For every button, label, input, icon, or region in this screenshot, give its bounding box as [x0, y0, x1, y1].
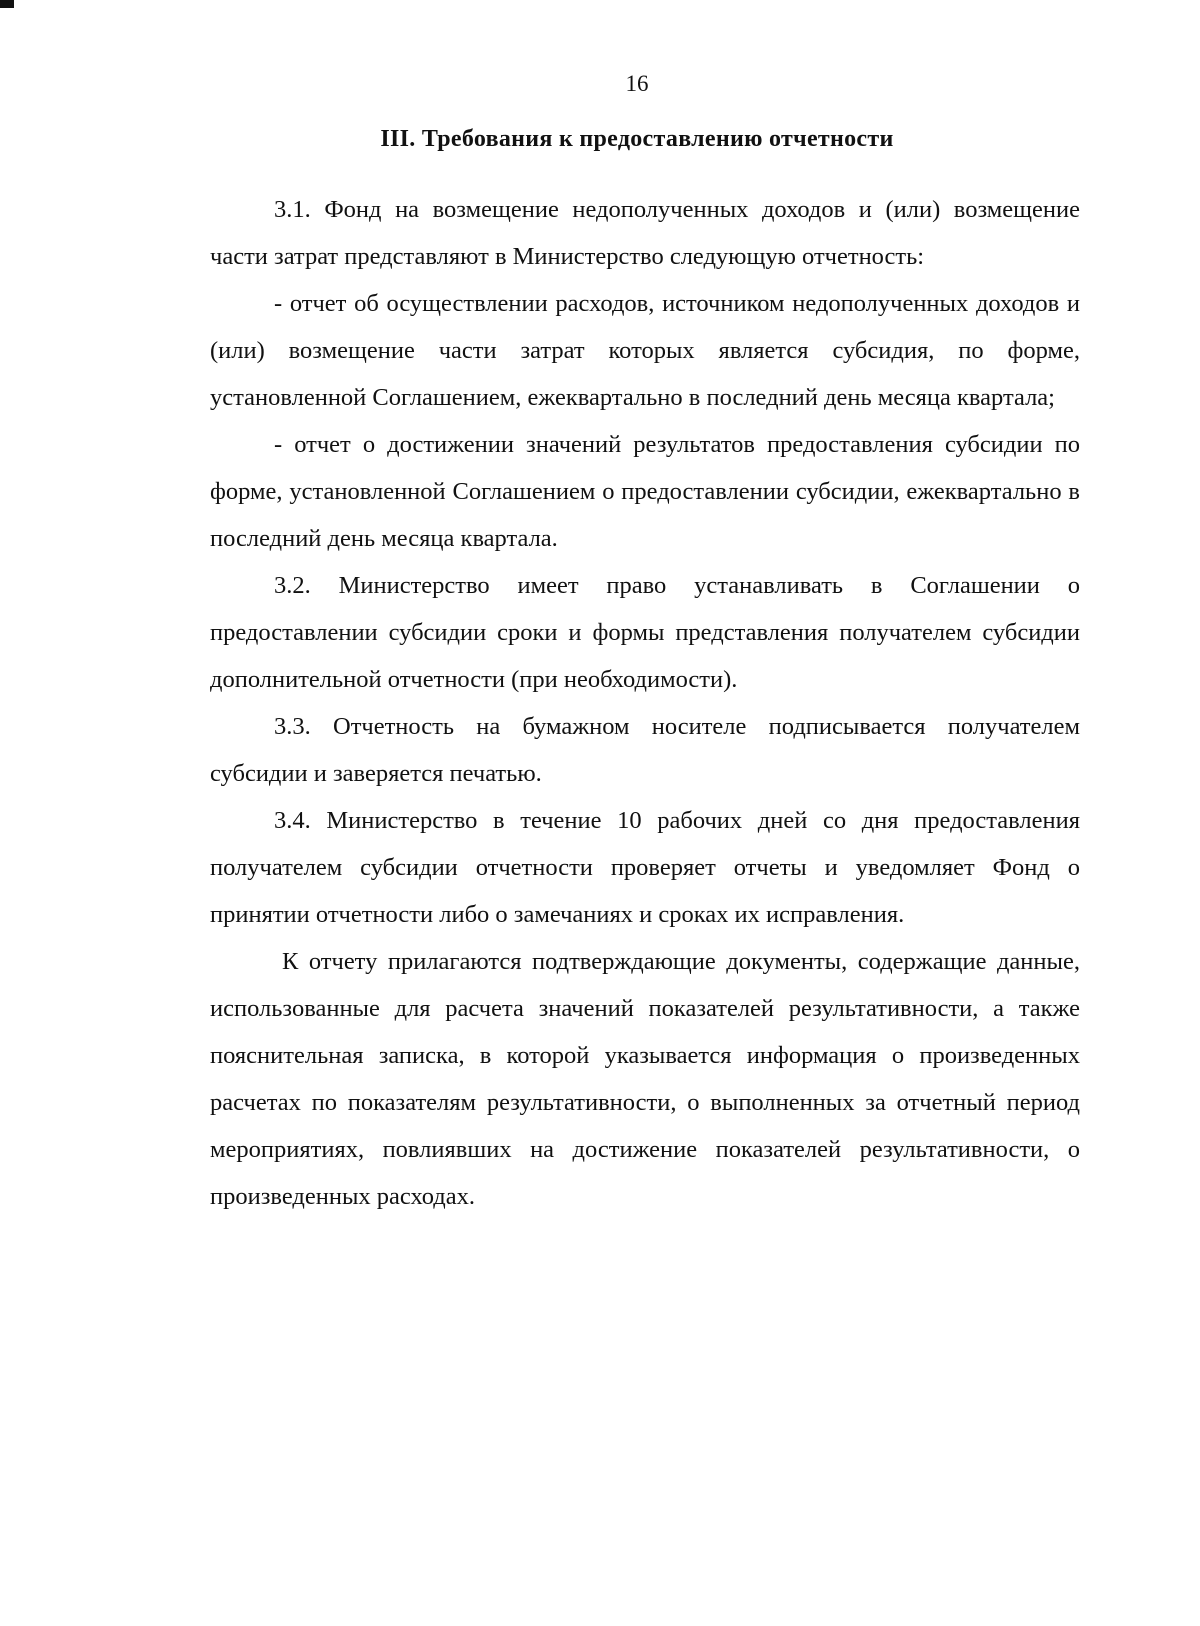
paragraph-3-3: 3.3. Отчетность на бумажном носителе подписывается получателем субсидии и заверяется печатью. — [210, 713, 1080, 787]
section-title: III. Требования к предоставлению отчетности — [380, 126, 894, 152]
page-number: 16 — [625, 71, 649, 96]
paragraph-3-1: 3.1. Фонд на возмещение недополученных доходов и (или) возмещение части затрат представляют в Министерство следующую отчетность: — [210, 196, 1080, 270]
paragraph-report-results: - отчет о достижении значений результатов предоставления субсидии по форме, установленной Соглашением о предоставлении субсидии, ежеквартально в последний день месяца квартала. — [210, 431, 1080, 552]
paragraph-report-expenses: - отчет об осуществлении расходов, источником недополученных доходов и (или) возмещение части затрат которых является субсидия, по форме, установленной Соглашением, ежеквартально в последний день месяца квартала; — [210, 290, 1080, 411]
scan-corner-mark — [0, 0, 14, 8]
paragraph-attachments: К отчету прилагаются подтверждающие документы, содержащие данные, использованные для расчета значений показателей результативности, а также пояснительная записка, в которой указывается информация о произведенных расчетах по показателям результативности, о выполненных за отчетный период мероприятиях, повлиявших на достижение показателей результативности, о произведенных расходах. — [210, 948, 1080, 1210]
paragraph-3-2: 3.2. Министерство имеет право устанавливать в Соглашении о предоставлении субсидии сроки и формы представления получателем субсидии дополнительной отчетности (при необходимости). — [210, 572, 1080, 693]
document-body — [210, 186, 1080, 1220]
paragraph-3-4: 3.4. Министерство в течение 10 рабочих дней со дня предоставления получателем субсидии отчетности проверяет отчеты и уведомляет Фонд о принятии отчетности либо о замечаниях и сроках их исправления. — [210, 807, 1080, 928]
